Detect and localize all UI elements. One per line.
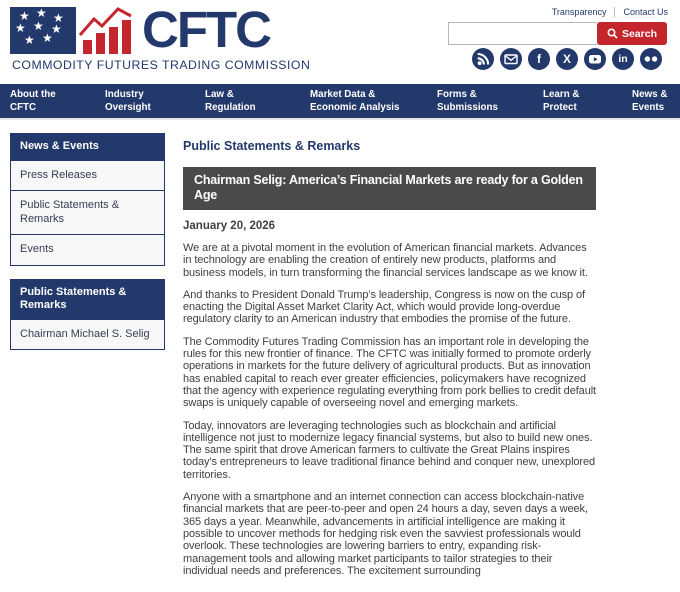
article-paragraph: The Commodity Futures Trading Commission has an important role in developing the rules for this new frontier of finance. The CFTC was initially formed to promote orderly operations in markets for the future delivery of agricultural products. But as innovation has enabled capital to reach ever greater efficiencies, policymakers have recognized that the agency with experience regulating everything from pork bellies to credit default swaps is uniquely capable of overseeing novel and emerging markets. xyxy=(183,335,597,410)
page-content xyxy=(0,120,680,592)
nav-market-data-economic-analysis[interactable]: Market Data & Economic Analysis xyxy=(310,89,400,113)
logo-tagline: COMMODITY FUTURES TRADING COMMISSION xyxy=(12,58,311,72)
main-article xyxy=(183,139,596,577)
search-button-label: Search xyxy=(621,27,657,40)
transparency-link[interactable]: Transparency xyxy=(551,7,607,17)
article-paragraph: We are at a pivotal moment in the evolution of American financial markets. Advances in technology are enabling the creation of entirely new products, platforms and business models, in turn transforming the financial services landscape as we know it. xyxy=(183,242,588,279)
divider xyxy=(614,7,615,17)
search-button[interactable] xyxy=(597,22,667,45)
nav-learn-protect[interactable]: Learn & Protect xyxy=(543,89,580,113)
article-date: January 20, 2026 xyxy=(183,220,276,232)
utility-nav xyxy=(552,7,668,17)
sidebar-news-events-header[interactable]: News & Events xyxy=(11,134,164,160)
search-input[interactable] xyxy=(448,22,597,45)
article-paragraph: Anyone with a smartphone and an internet connection can access blockchain-native financial markets that are peer-to-peer and open 24 hours a day, seven days a week, 365 days a year. Meanwhile, advancements in artificial intelligence are making it possible to uncover methods for hedging risk even the savviest professionals would overlook. These technologies are lowering barriers to entry, expanding risk-management tools and allowing market participants to tailor strategies to their individual needs and preferences. The excitement surrounding xyxy=(183,491,588,577)
nav-about-the-cftc[interactable]: About the CFTC xyxy=(10,89,56,113)
star-icon: ★ xyxy=(36,6,47,20)
article-paragraph: Today, innovators are leveraging technologies such as blockchain and artificial intelligence not just to modernize legacy financial systems, but also to build new ones. The same spirit that drove American farmers to cultivate the Great Plains inspires today’s entrepreneurs to leave traditional finance behind and conquer new, unexplored territories. xyxy=(183,419,596,481)
sidebar-item-chairman-selig[interactable]: Chairman Michael S. Selig xyxy=(11,319,164,350)
article-title-banner: Chairman Selig: America’s Financial Markets are ready for a Golden Age xyxy=(183,167,596,210)
contact-us-link[interactable]: Contact Us xyxy=(623,7,668,17)
site-header xyxy=(0,0,680,84)
x-icon[interactable]: X xyxy=(556,48,578,70)
primary-nav xyxy=(0,84,680,120)
email-icon[interactable] xyxy=(500,48,522,70)
star-icon: ★ xyxy=(19,9,30,23)
search-bar xyxy=(448,22,667,45)
star-icon: ★ xyxy=(53,11,64,25)
flickr-icon[interactable] xyxy=(640,48,662,70)
cftc-logo[interactable] xyxy=(10,1,270,58)
flag-icon xyxy=(10,7,76,54)
nav-law-regulation[interactable]: Law & Regulation xyxy=(205,89,256,113)
article-body xyxy=(183,242,596,577)
sidebar-statements-box xyxy=(10,279,165,351)
nav-news-events[interactable]: News & Events xyxy=(632,89,668,113)
sidebar xyxy=(10,133,165,363)
star-icon: ★ xyxy=(42,31,53,45)
star-icon: ★ xyxy=(33,19,44,33)
star-icon: ★ xyxy=(24,33,35,47)
sidebar-news-events-box xyxy=(10,133,165,266)
article-paragraph: And thanks to President Donald Trump’s leadership, Congress is now on the cusp of enacting the Digital Asset Market Clarity Act, which would provide long-overdue regulatory clarity to an American industry that embodies the promise of the future. xyxy=(183,288,585,326)
facebook-icon[interactable]: f xyxy=(528,48,550,70)
star-icon: ★ xyxy=(51,22,62,36)
sidebar-statements-header[interactable]: Public Statements & Remarks xyxy=(11,280,164,319)
nav-forms-submissions[interactable]: Forms & Submissions xyxy=(437,89,498,113)
search-icon xyxy=(607,28,618,39)
sidebar-item-events[interactable]: Events xyxy=(11,234,164,265)
youtube-icon[interactable] xyxy=(584,48,606,70)
linkedin-icon[interactable]: in xyxy=(612,48,634,70)
rss-icon[interactable] xyxy=(472,48,494,70)
nav-industry-oversight[interactable]: Industry Oversight xyxy=(105,89,151,113)
star-icon: ★ xyxy=(15,21,26,35)
page-title: Public Statements & Remarks xyxy=(183,139,361,153)
social-icons xyxy=(472,48,662,70)
sidebar-item-press-releases[interactable]: Press Releases xyxy=(11,160,164,191)
bar-chart-icon xyxy=(79,7,135,54)
logo-acronym: CFTC xyxy=(142,1,270,58)
sidebar-item-public-statements-remarks[interactable]: Public Statements & Remarks xyxy=(11,190,164,234)
